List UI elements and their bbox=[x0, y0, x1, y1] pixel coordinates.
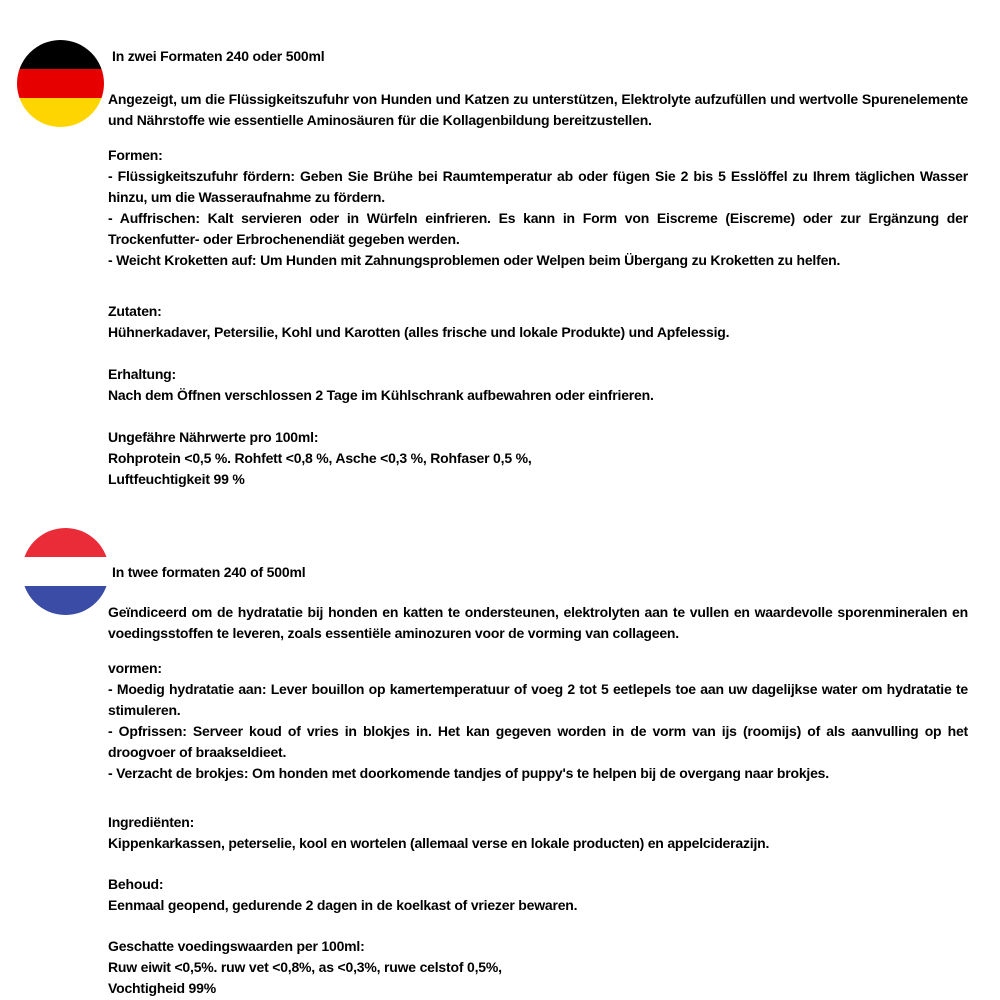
german-intro-paragraph: Angezeigt, um die Flüssigkeitszufuhr von Hunden und Katzen zu unterstützen, Elektrolyte aufzufüllen und wertvolle Spurenelemente und Nährstoffe wie essentielle Aminosäuren für die Kollagenbildung bereitzustellen. bbox=[108, 91, 968, 128]
german-flag-black-stripe bbox=[17, 40, 104, 69]
german-forms-item: - Auffrischen: Kalt servieren oder in Würfeln einfrieren. Es kann in Form von Eiscreme (Eiscreme) oder zur Ergänzung der Trockenfutter- oder Erbrochenendiät gegeben werden. bbox=[108, 210, 968, 247]
dutch-storage-text: Eenmaal geopend, gedurende 2 dagen in de koelkast of vriezer bewaren. bbox=[108, 897, 578, 913]
german-forms-item: - Weicht Kroketten auf: Um Hunden mit Zahnungsproblemen oder Welpen beim Übergang zu Kroketten zu helfen. bbox=[108, 252, 841, 268]
dutch-format-heading: In twee formaten 240 of 500ml bbox=[112, 564, 306, 580]
german-forms-title: Formen: bbox=[108, 147, 163, 163]
dutch-nutrition-line: Ruw eiwit <0,5%. ruw vet <0,8%, as <0,3%, ruwe celstof 0,5%, bbox=[108, 959, 502, 975]
dutch-ingredients-text: Kippenkarkassen, peterselie, kool en wortelen (allemaal verse en lokale producten) en appelciderazijn. bbox=[108, 835, 770, 851]
german-storage-title: Erhaltung: bbox=[108, 366, 176, 382]
german-nutrition-line: Rohprotein <0,5 %. Rohfett <0,8 %, Asche <0,3 %, Rohfaser 0,5 %, bbox=[108, 450, 532, 466]
dutch-ingredients-title: Ingrediënten: bbox=[108, 814, 195, 830]
dutch-section bbox=[108, 562, 968, 999]
dutch-ingredients-block bbox=[108, 812, 968, 854]
german-forms-item: - Flüssigkeitszufuhr fördern: Geben Sie Brühe bei Raumtemperatur ab oder fügen Sie 2 bis 5 Esslöffel zu Ihrem täglichen Wasser hinzu, um die Wasseraufnahme zu fördern. bbox=[108, 168, 968, 205]
dutch-storage-title: Behoud: bbox=[108, 876, 164, 892]
dutch-forms-item: - Moedig hydratatie aan: Lever bouillon op kamertemperatuur of voeg 2 tot 5 eetlepels toe aan uw dagelijkse water om hydratatie te stimuleren. bbox=[108, 681, 968, 718]
dutch-flag-icon bbox=[22, 528, 109, 615]
dutch-forms-block bbox=[108, 658, 968, 784]
german-ingredients-block bbox=[108, 301, 968, 343]
german-flag-red-stripe bbox=[17, 69, 104, 98]
german-flag-gold-stripe bbox=[17, 98, 104, 127]
german-nutrition-line: Luftfeuchtigkeit 99 % bbox=[108, 471, 245, 487]
german-ingredients-text: Hühnerkadaver, Petersilie, Kohl und Karotten (alles frische und lokale Produkte) und Apfelessig. bbox=[108, 324, 730, 340]
german-ingredients-title: Zutaten: bbox=[108, 303, 162, 319]
dutch-flag-blue-stripe bbox=[22, 586, 109, 615]
dutch-flag-white-stripe bbox=[22, 557, 109, 586]
german-storage-text: Nach dem Öffnen verschlossen 2 Tage im Kühlschrank aufbewahren oder einfrieren. bbox=[108, 387, 654, 403]
german-flag-icon bbox=[17, 40, 104, 127]
dutch-storage-block bbox=[108, 874, 968, 916]
dutch-forms-item: - Verzacht de brokjes: Om honden met doorkomende tandjes of puppy's te helpen bij de overgang naar brokjes. bbox=[108, 765, 829, 781]
german-section bbox=[108, 46, 968, 490]
dutch-forms-item: - Opfrissen: Serveer koud of vries in blokjes in. Het kan gegeven worden in de vorm van ijs (roomijs) of als aanvulling op het droogvoer of braakseldieet. bbox=[108, 723, 968, 760]
german-forms-block bbox=[108, 145, 968, 271]
german-format-heading: In zwei Formaten 240 oder 500ml bbox=[112, 48, 325, 64]
german-storage-block bbox=[108, 364, 968, 406]
dutch-flag-red-stripe bbox=[22, 528, 109, 557]
dutch-intro-paragraph: Geïndiceerd om de hydratatie bij honden en katten te ondersteunen, elektrolyten aan te vullen en waardevolle sporenmineralen en voedingsstoffen te leveren, zoals essentiële aminozuren voor de vorming van collageen. bbox=[108, 604, 968, 641]
dutch-nutrition-line: Vochtigheid 99% bbox=[108, 980, 216, 996]
german-nutrition-block bbox=[108, 427, 968, 490]
dutch-forms-title: vormen: bbox=[108, 660, 162, 676]
german-nutrition-title: Ungefähre Nährwerte pro 100ml: bbox=[108, 429, 319, 445]
dutch-nutrition-block bbox=[108, 936, 968, 999]
dutch-nutrition-title: Geschatte voedingswaarden per 100ml: bbox=[108, 938, 365, 954]
